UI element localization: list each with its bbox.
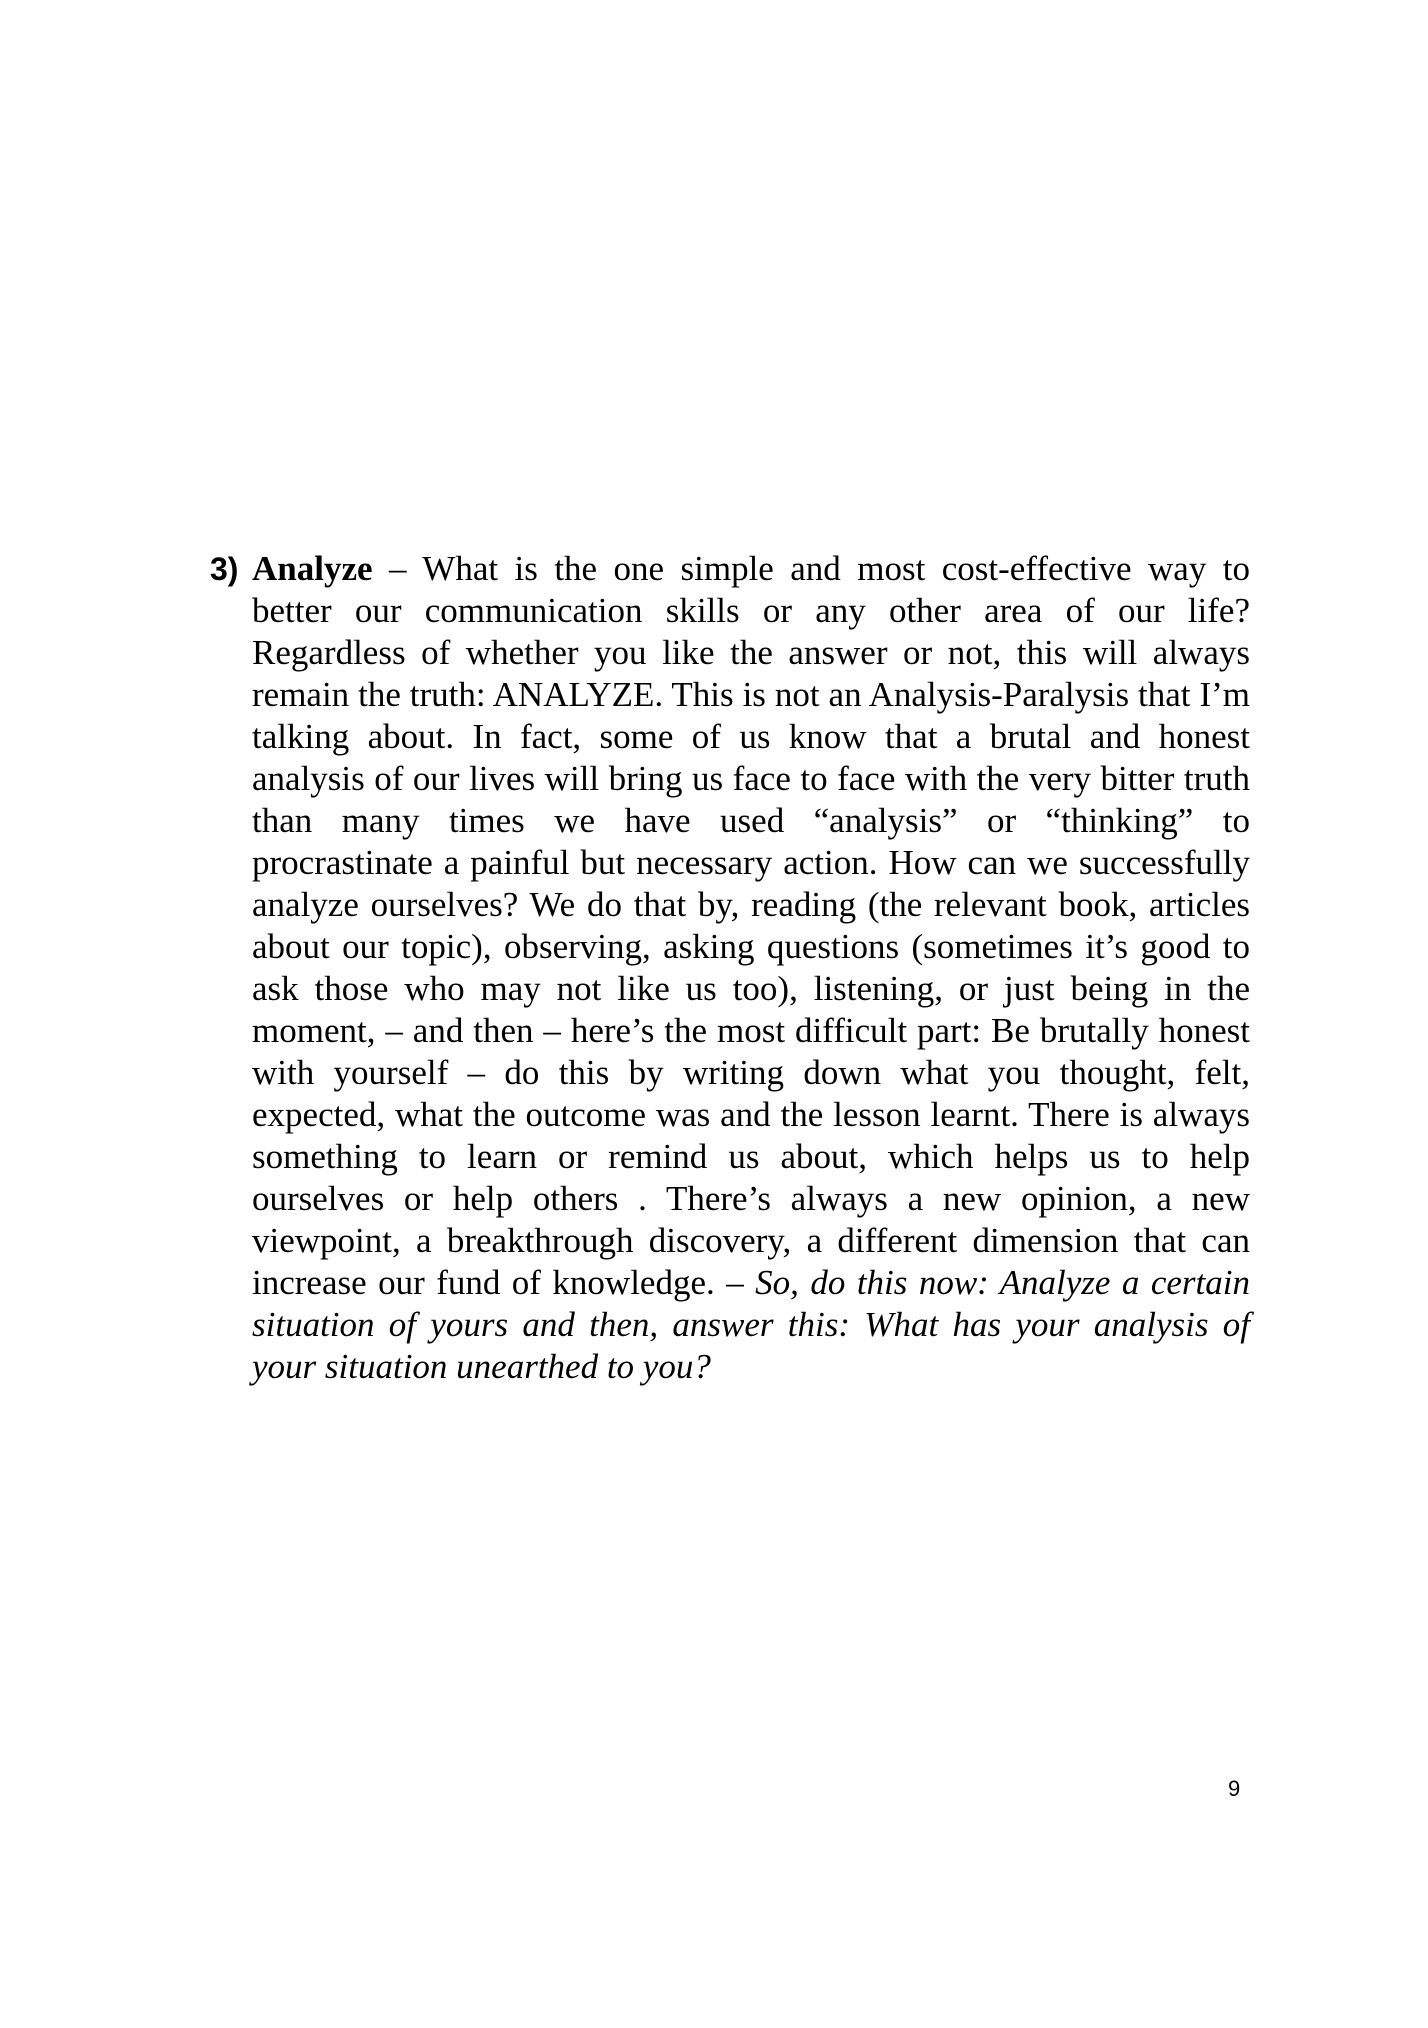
item-paragraph (252, 548, 1250, 1388)
item-prompt: So, do this now: Analyze a certain situation of yours and then, answer this: What has your analysis of your situation unearthed to you? (252, 1263, 1250, 1386)
list-item-analyze (210, 548, 1250, 1388)
item-heading: Analyze (252, 549, 373, 588)
item-number: 3) (210, 551, 239, 587)
item-body-text: – What is the one simple and most cost-effective way to better our communication skills or any other area of our life? Regardless of whether you like the answer or not, this will always remain the truth: ANALYZE. This is not an Analysis-Paralysis that I’m talking about. In fact, some of us know that a brutal and honest analysis of our lives will bring us face to face with the very bitter truth than many times we have used “analysis” or “thinking” to procrastinate a painful but necessary action. How can we successfully analyze ourselves? We do that by, reading (the relevant book, articles about our topic), observing, asking questions (sometimes it’s good to ask those who may not like us too), listening, or just being in the moment, – and then – here’s the most difficult part: Be brutally honest with yourself – do this by writing down what you thought, felt, expected, what the outcome was and the lesson learnt. There is always something to learn or remind us about, which helps us to help ourselves or help others . There’s always a new opinion, a new viewpoint, a breakthrough discovery, a different dimension that can increase our fund of knowledge. – (252, 549, 1250, 1302)
page-number: 9 (1228, 1776, 1241, 1801)
